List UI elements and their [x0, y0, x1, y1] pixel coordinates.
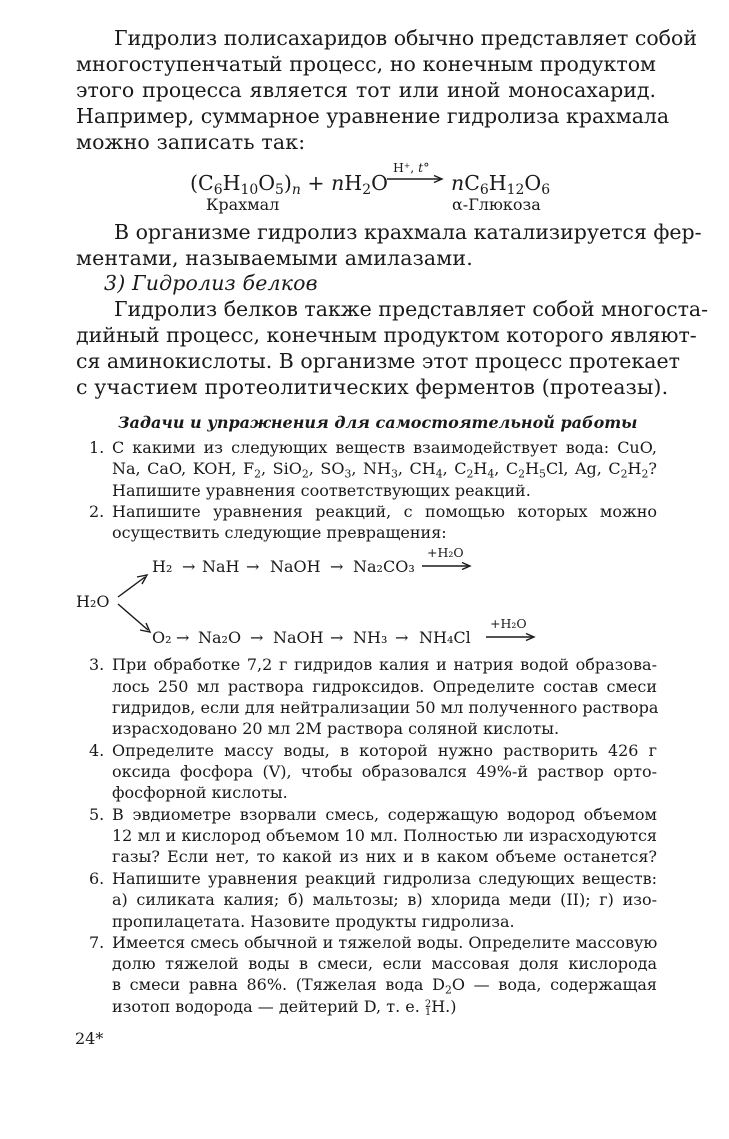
scheme-branch-arrow-up — [118, 575, 147, 597]
scheme-lower-na2o: Na₂O — [198, 628, 242, 647]
scheme-upper-h2: H₂ — [152, 557, 173, 576]
task-5-line-1: В эвдиометре взорвали смесь, содержащую водород объемом — [112, 805, 657, 824]
task-6-number: 6. — [89, 869, 105, 888]
task-6-line-3: пропилацетата. Назовите продукты гидролиза. — [112, 912, 515, 931]
task-6-line-2: а) силиката калия; б) мальтозы; в) хлорида меди (II); г) изо- — [112, 890, 657, 909]
task-2-line-2: осуществить следующие превращения: — [112, 523, 447, 542]
task-7-line-4: изотоп водорода — дейтерий D, т. е. 2 1H.) — [112, 997, 457, 1019]
equation-arrow-condition: H+, t° — [393, 160, 430, 175]
task-2-number: 2. — [89, 502, 105, 521]
task-3-number: 3. — [89, 655, 105, 674]
task-4-line-2: оксида фосфора (V), чтобы образовался 49%-й раствор орто- — [112, 762, 657, 781]
task-4-line-3: фосфорной кислоты. — [112, 783, 288, 802]
equation-arrow — [387, 174, 445, 184]
task-3-line-3: гидридов, если для нейтрализации 50 мл полученного раствора — [112, 698, 659, 717]
task-6-line-1: Напишите уравнения реакций гидролиза следующих веществ: — [112, 869, 657, 888]
task-3-line-2: лось 250 мл раствора гидроксидов. Определите состав смеси — [112, 677, 657, 696]
para3-line-2: дийный процесс, конечным продуктом которого являют- — [76, 323, 697, 347]
scheme-upper-naoh: NaOH — [270, 557, 321, 576]
task-7-line-3: в смеси равна 86%. (Тяжелая вода $D_2O$ — вода, содержащая — [112, 975, 658, 997]
scheme-upper-na2co3: Na₂CO₃ — [353, 557, 415, 576]
task-7-line-2: долю тяжелой воды в смеси, если массовая доля кислорода — [112, 954, 657, 973]
scheme-start: H₂O — [76, 592, 110, 611]
equation-left: $(C_6H_{10}O_5)_n + nH_2O$ — [190, 171, 388, 199]
scheme-arrow: → — [182, 557, 196, 576]
scheme-arrow: → — [250, 628, 264, 647]
scheme-upper-water-label: +H₂O — [427, 545, 464, 560]
task-1-number: 1. — [89, 438, 105, 457]
task-3-line-1: При обработке 7,2 г гидридов калия и натрия водой образова- — [112, 655, 657, 674]
intro-line-2: многоступенчатый процесс, но конечным продуктом — [76, 52, 656, 76]
para3-line-3: ся аминокислоты. В организме этот процесс протекает — [76, 349, 680, 373]
intro-line-4: Например, суммарное уравнение гидролиза крахмала — [76, 104, 670, 128]
label-glucose: α-Глюкоза — [452, 195, 541, 214]
scheme-upper-nah: NaH — [202, 557, 240, 576]
task-1-line-3: Напишите уравнения соответствующих реакций. — [112, 481, 531, 500]
scheme-branch-arrow-down — [118, 604, 150, 632]
para2-line-2: ментами, называемыми амилазами. — [76, 246, 473, 270]
intro-line-3: этого процесса является тот или иной моносахарид. — [76, 78, 656, 102]
transformation-scheme — [70, 542, 550, 652]
task-2-line-1: Напишите уравнения реакций, с помощью которых можно — [112, 502, 657, 521]
para3-line-4: с участием протеолитических ферментов (протеазы). — [76, 375, 669, 399]
scheme-arrow: → — [395, 628, 409, 647]
intro-line-5: можно записать так: — [76, 130, 306, 154]
label-starch: Крахмал — [206, 195, 280, 214]
task-3-line-4: израсходовано 20 мл 2М раствора соляной кислоты. — [112, 719, 560, 738]
task-5-line-2: 12 мл и кислород объемом 10 мл. Полностью ли израсходуются — [112, 826, 657, 845]
scheme-lower-o2: O₂ — [152, 628, 172, 647]
scheme-lower-nh3: NH₃ — [353, 628, 388, 647]
scheme-upper-row — [152, 545, 470, 576]
scheme-arrow: → — [330, 628, 344, 647]
scheme-arrow: → — [330, 557, 344, 576]
scheme-lower-naoh: NaOH — [273, 628, 324, 647]
equation-right: $nC_6H_{12}O_6$ — [451, 171, 551, 199]
task-7-line-1: Имеется смесь обычной и тяжелой воды. Определите массовую — [112, 933, 658, 952]
task-1-line-2: Na, CaO, KOH, $F_2$, SiO$_2$, $SO_3$, $NH_3$, $CH_4$, $C_2H_4$, $C_2H_5Cl$, Ag, $C_2H_2$? — [112, 459, 657, 481]
task-7-number: 7. — [89, 933, 105, 952]
task-4-line-1: Определите массу воды, в которой нужно растворить 426 г — [112, 741, 657, 760]
task-5-number: 5. — [89, 805, 105, 824]
scheme-arrow: → — [246, 557, 260, 576]
section-title-protein-hydrolysis: 3) Гидролиз белков — [104, 271, 318, 295]
intro-line-1: Гидролиз полисахаридов обычно представляет собой — [114, 26, 698, 50]
para2-line-1: В организме гидролиз крахмала катализируется фер- — [114, 220, 702, 244]
task-5-line-3: газы? Если нет, то какой из них и в каком объеме останется? — [112, 847, 657, 866]
task-1-line-1: С какими из следующих веществ взаимодействует вода: CuO, — [112, 438, 657, 457]
scheme-arrow: → — [176, 628, 190, 647]
task-4-number: 4. — [89, 741, 105, 760]
tasks-heading: Задачи и упражнения для самостоятельной работы — [118, 413, 638, 432]
scheme-lower-row — [152, 616, 534, 647]
scheme-lower-nh4cl: NH₄Cl — [419, 628, 471, 647]
para3-line-1: Гидролиз белков также представляет собой многоста- — [114, 297, 709, 321]
page-number: 24* — [75, 1029, 104, 1048]
scheme-lower-water-label: +H₂O — [490, 616, 527, 631]
